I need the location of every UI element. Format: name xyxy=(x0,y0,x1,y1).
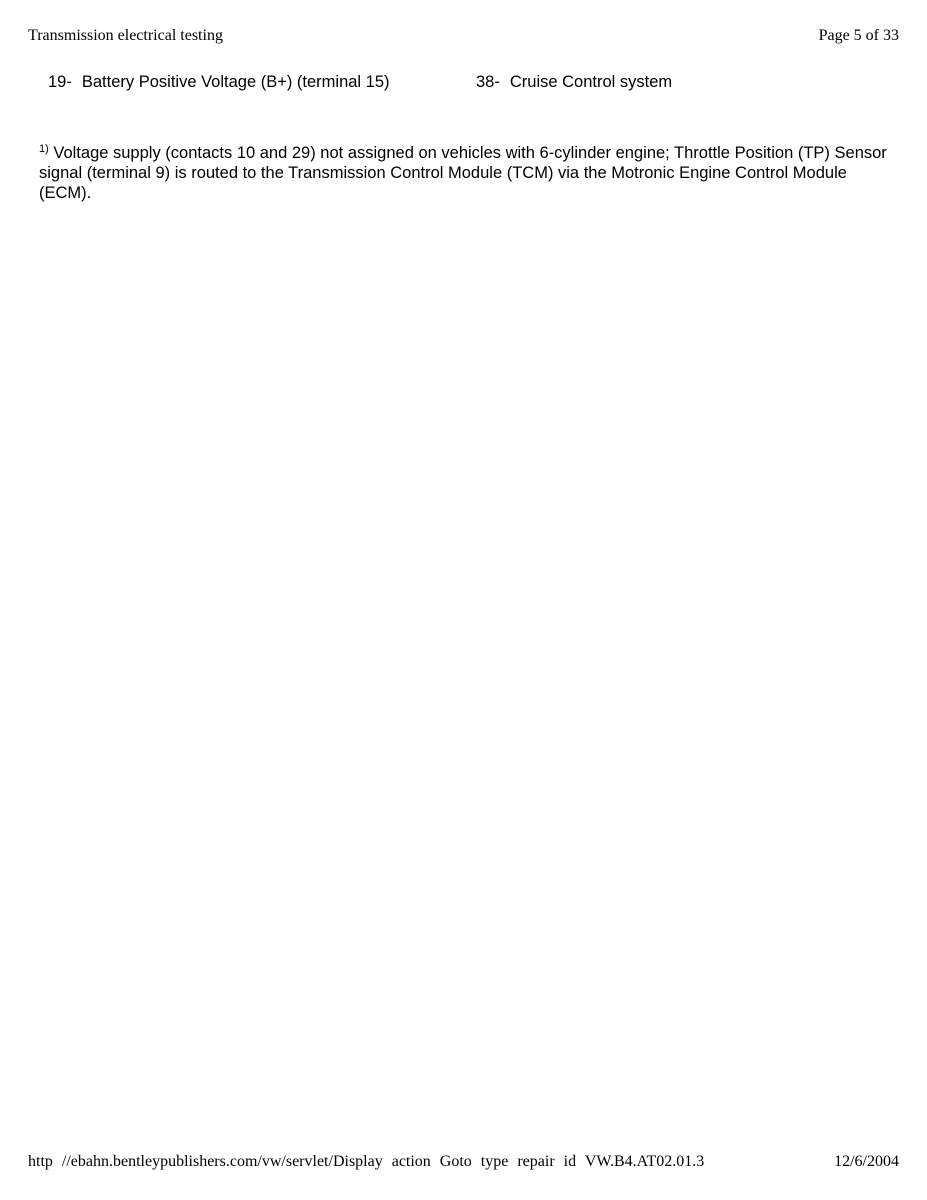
legend-row xyxy=(0,73,927,97)
legend-item-19 xyxy=(48,73,390,92)
footnote-marker: 1) xyxy=(39,143,49,155)
print-date: 12/6/2004 xyxy=(834,1153,899,1170)
footnote xyxy=(39,143,889,203)
legend-item-label: Battery Positive Voltage (B+) (terminal 15) xyxy=(81,73,390,91)
legend-item-38 xyxy=(476,73,672,92)
page-number: Page 5 of 33 xyxy=(818,27,899,44)
legend-item-number: 19- xyxy=(48,73,72,91)
source-url: http //ebahn.bentleypublishers.com/vw/servlet/Display action Goto type repair id VW.B4.AT02.01.3 xyxy=(28,1153,705,1170)
page-footer xyxy=(28,1153,899,1175)
legend-item-label: Cruise Control system xyxy=(509,73,673,91)
document-title: Transmission electrical testing xyxy=(28,27,223,44)
legend-item-number: 38- xyxy=(476,73,500,91)
page-header xyxy=(28,27,899,49)
footnote-text: Voltage supply (contacts 10 and 29) not assigned on vehicles with 6-cylinder engine; Throttle Position (TP) Sensor signal (terminal 9) is routed to the Transmission Control Module (TCM) via the Motronic Engine Control Module (ECM). xyxy=(39,144,887,202)
